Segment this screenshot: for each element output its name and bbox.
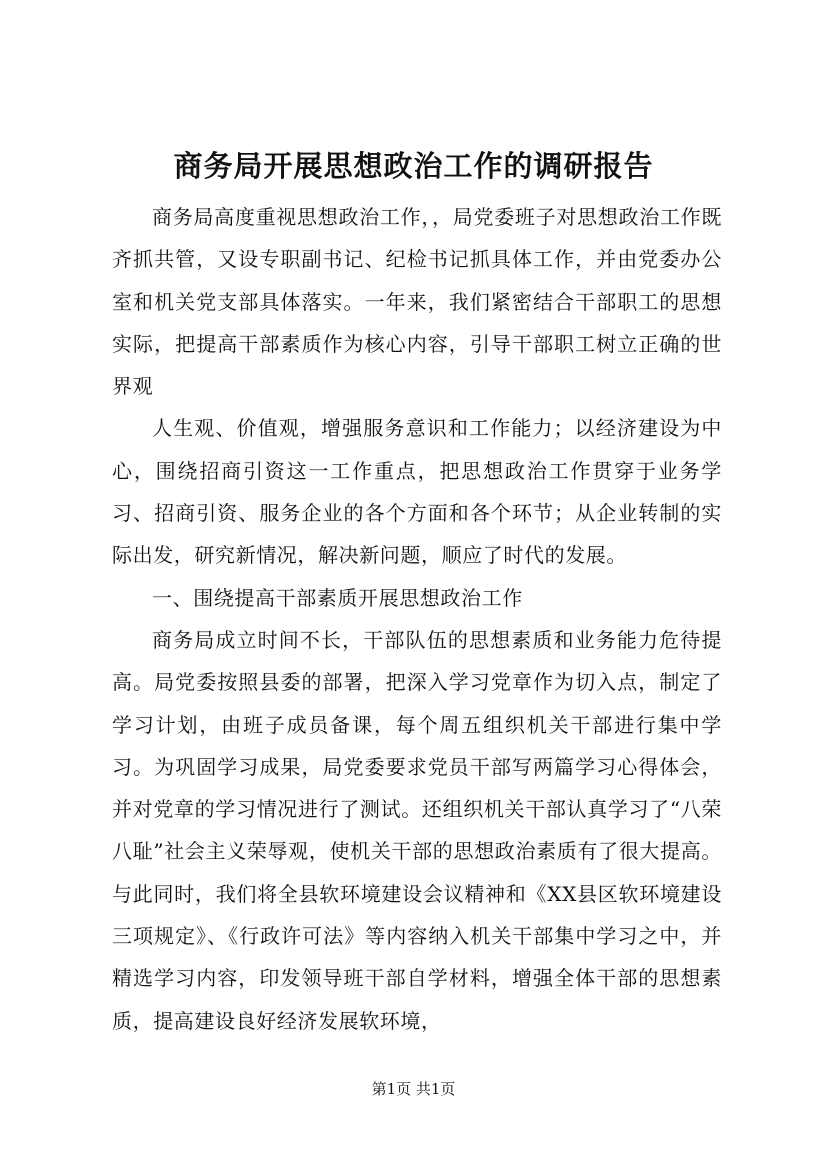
document-body [112, 196, 722, 1042]
paragraph-intro: 商务局高度重视思想政治工作，，局党委班子对思想政治工作既齐抓共管，又设专职副书记、纪检书记抓具体工作，并由党委办公室和机关党支部具体落实。一年来，我们紧密结合干部职工的思想实际，把提高干部素质作为核心内容，引导干部职工树立正确的世界观 [112, 205, 722, 399]
page-footer: 第1页 共1页 [371, 1080, 456, 1098]
document-title: 商务局开展思想政治工作的调研报告 [173, 149, 654, 183]
section-heading-1: 一、围绕提高干部素质开展思想政治工作 [152, 585, 523, 610]
paragraph-values: 人生观、价值观，增强服务意识和工作能力；以经济建设为中心，围绕招商引资这一工作重点，把思想政治工作贯穿于业务学习、招商引资、服务企业的各个方面和各个环节；从企业转制的实际出发，研究新情况，解决新问题，顺应了时代的发展。 [112, 416, 722, 568]
paragraph-section-1: 商务局成立时间不长，干部队伍的思想素质和业务能力危待提高。局党委按照县委的部署，把深入学习党章作为切入点，制定了学习计划，由班子成员备课，每个周五组织机关干部进行集中学习。为巩固学习成果，局党委要求党员干部写两篇学习心得体会，并对党章的学习情况进行了测试。还组织机关干部认真学习了“八荣八耻”社会主义荣辱观，使机关干部的思想政治素质有了很大提高。与此同时，我们将全县软环境建设会议精神和《XX县区软环境建设三项规定》、《行政许可法》等内容纳入机关干部集中学习之中，并精选学习内容，印发领导班干部自学材料，增强全体干部的思想素质，提高建设良好经济发展软环境， [112, 627, 722, 1033]
